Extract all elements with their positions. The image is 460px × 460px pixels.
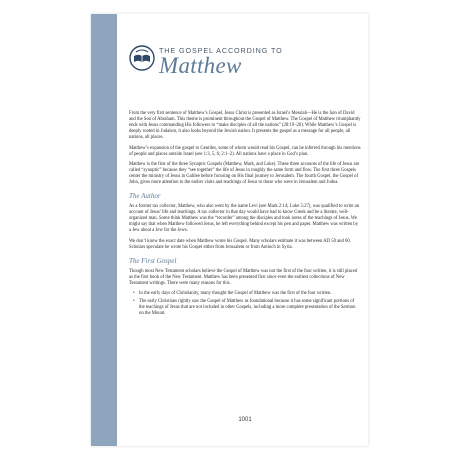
intro-paragraph-1: From the very first sentence of Matthew’s Gospel, Jesus Christ is presented as Israel’s Messiah—He is the Son of David and the Son of Abraham. This theme is prominent throughout the Gospel of Matthew. The Gospel of Matthew triumphantly ends with Jesus commanding His followers to “make disciples of all the nations” (28:19–20). While Matthew’s Gospel is deeply rooted in Judaism, it also looks beyond the Jewish nation. It presents the gospel as a message for all people, all nations, all places. bbox=[129, 111, 361, 140]
book-page bbox=[91, 14, 368, 446]
book-body-text bbox=[129, 111, 361, 318]
author-paragraph-2: We don’t know the exact date when Matthew wrote his Gospel. Many scholars estimate it was between AD 50 and 60. Scholars speculate he wrote his Gospel either from Jerusalem or from Antioch in Syria. bbox=[129, 238, 351, 250]
list-item: • In the early days of Christianity, many thought the Gospel of Matthew was the first of the four written. bbox=[139, 291, 361, 297]
book-header bbox=[129, 38, 361, 92]
book-supertitle: THE GOSPEL ACCORDING TO bbox=[159, 46, 283, 55]
open-book-icon bbox=[129, 45, 155, 71]
intro-paragraph-3: Matthew is the first of the three Synoptic Gospels (Matthew, Mark, and Luke). These three accounts of the life of Jesus are called “synoptic” because they “see together” the life of Jesus in roughly the same form and flow. The first three Gospels center the ministry of Jesus in Galilee before focusing on His final journey to Jerusalem. The fourth Gospel, the Gospel of John, gives more attention to the earlier visits and teachings of Jesus to those who were in Jerusalem and Judea. bbox=[129, 162, 360, 185]
author-heading: The Author bbox=[129, 192, 161, 200]
first-gospel-heading: The First Gospel bbox=[129, 256, 177, 265]
page-content bbox=[129, 14, 361, 446]
book-title: Matthew bbox=[159, 53, 242, 78]
first-gospel-paragraph: Though most New Testament scholars believe the Gospel of Matthew was not the first of the four written, it is still placed as the first book of the New Testament. Matthew has been presented first since even the earliest collections of New Testament writings. There were many reasons for this. bbox=[129, 268, 358, 286]
page-number: 1001 bbox=[238, 417, 252, 423]
list-item: • The early Christians rightly saw the Gospel of Matthew as foundational because it has some significant portions of the teachings of Jesus that are not included in other Gospels, including a more complete presentation of the Sermon on the Mount. bbox=[139, 299, 361, 317]
side-color-band bbox=[91, 14, 117, 446]
intro-paragraph-2: Matthew’s expansion of the gospel to Gentiles, some of whom would read his Gospel, can be inferred through his mentions of people and places outside Israel (see 1:3, 5, 6; 2:1–2). All nations have a place in God’s plan. bbox=[129, 145, 361, 157]
author-paragraph-1: As a former tax collector, Matthew, who also went by the name Levi (see Mark 2:14; Luke 5:27), was qualified to write an account of Jesus’ life and teachings. A tax collector in that day would have had to know Greek and be a literate, well-organized man. Some think Matthew was the “recorder” among the disciples and took notes of the teachings of Jesus. We might say that when Matthew followed Jesus, he left everything behind except his pen and paper. Matthew was written by a Jew about a Jew for the Jews. bbox=[129, 204, 360, 233]
reasons-list bbox=[129, 291, 361, 317]
